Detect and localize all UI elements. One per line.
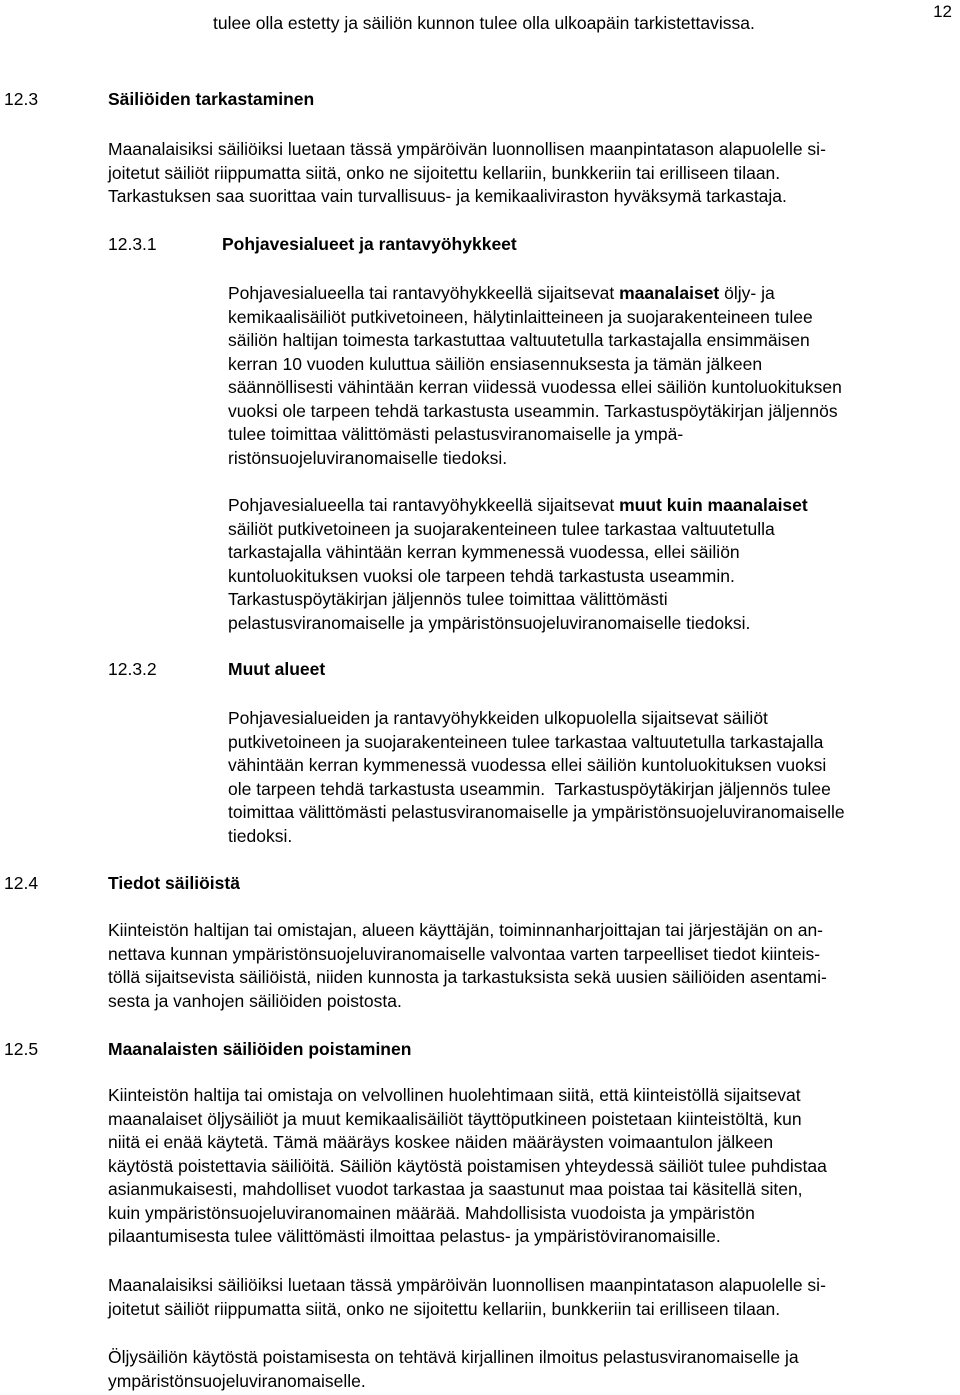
section-title: Säiliöiden tarkastaminen xyxy=(108,89,315,109)
intro-line: tulee olla estetty ja säiliön kunnon tulee olla ulkoapäin tarkistettavissa. xyxy=(213,13,755,33)
section-title: Tiedot säiliöistä xyxy=(108,873,240,893)
paragraph: Pohjavesialueella tai rantavyöhykkeellä sijaitsevat maanalaiset öljy- ja kemikaalisäiliöt putkivetoineen, hälytinlaitteineen ja suojarakenteineen tulee säiliön haltijan toimesta tarkastuttaa valtuutetulla tarkastajalla ensimmäisen kerran 10 vuoden kuluttua säiliön ensiasennuksesta ja tämän jälkeen säännöllisesti vähintään kerran viidessä vuodessa ellei säiliön kuntoluokituksen vuoksi ole tarpeen tehdä tarkastusta useammin. Tarkastuspöytäkirjan jäljennös tulee toimittaa välittömästi pelastusviranomaiselle ja ympä- ristönsuojeluviranomaiselle tiedoksi. xyxy=(228,283,842,468)
section-number: 12.3 xyxy=(4,89,39,109)
paragraph: Pohjavesialueiden ja rantavyöhykkeiden ulkopuolella sijaitsevat säiliöt putkivetoineen ja suojarakenteineen tulee tarkastaa valtuutetulla tarkastajalla vähintään kerran kymmenessä vuodessa ellei säiliön kuntoluokituksen vuoksi ole tarpeen tehdä tarkastusta useammin. Tarkastuspöytäkirjan jäljennös tulee toimittaa välittömästi pelastusviranomaiselle ja ympäristönsuojeluviranomaiselle tiedoksi. xyxy=(228,708,845,846)
section-title: Maanalaisten säiliöiden poistaminen xyxy=(108,1039,412,1059)
bold-term: muut kuin maanalaiset xyxy=(619,495,808,515)
subsection-title: Muut alueet xyxy=(228,659,326,679)
subsection-number: 12.3.1 xyxy=(108,234,157,254)
page-number: 12 xyxy=(933,2,952,21)
paragraph: Kiinteistön haltijan tai omistajan, alueen käyttäjän, toiminnanharjoittajan tai järjestäjän on an- nettava kunnan ympäristönsuojeluviranomaiselle valvontaa varten tarpeelliset tiedot kiinteis- töllä sijaitsevista säiliöistä, niiden kunnosta ja tarkastuksista sekä uusien säiliöiden asentami- sesta ja vanhojen säiliöiden poistosta. xyxy=(108,920,827,1011)
paragraph: Kiinteistön haltija tai omistaja on velvollinen huolehtimaan siitä, että kiinteistöllä sijaitsevat maanalaiset öljysäiliöt ja muut kemikaalisäiliöt täyttöputkineen poistetaan kiinteistöltä, kun niitä ei enää käytetä. Tämä määräys koskee näiden määräysten voimaantulon jälkeen käytöstä poistettavia säiliöitä. Säiliön käytöstä poistamisen yhteydessä säiliöt tulee puhdistaa asianmukaisesti, mahdolliset vuodot tarkastaa ja saastunut maa poistaa tai käsitellä siten, kuin ympäristönsuojeluviranomainen määrää. Mahdollisista vuodoista ja ympäristön pilaantumisesta tulee välittömästi ilmoittaa pelastus- ja ympäristöviranomaisille. xyxy=(108,1085,827,1246)
paragraph: Maanalaisiksi säiliöiksi luetaan tässä ympäröivän luonnollisen maanpintatason alapuolelle si- joitetut säiliöt riippumatta siitä, onko ne sijoitettu kellariin, bunkkeriin tai erilliseen tilaan. xyxy=(108,1275,826,1319)
subsection-number: 12.3.2 xyxy=(108,659,157,679)
paragraph: Maanalaisiksi säiliöiksi luetaan tässä ympäröivän luonnollisen maanpintatason alapuolelle si- joitetut säiliöt riippumatta siitä, onko ne sijoitettu kellariin, bunkkeriin tai erilliseen tilaan. Tarkastuksen saa suorittaa vain turvallisuus- ja kemikaaliviraston hyväksymä tarkastaja. xyxy=(108,139,826,206)
paragraph: Öljysäiliön käytöstä poistamisesta on tehtävä kirjallinen ilmoitus pelastusviranomaiselle ja ympäristönsuojeluviranomaiselle. xyxy=(108,1347,799,1391)
subsection-title: Pohjavesialueet ja rantavyöhykkeet xyxy=(222,234,517,254)
section-number: 12.4 xyxy=(4,873,39,893)
bold-term: maanalaiset xyxy=(619,283,720,303)
paragraph: Pohjavesialueella tai rantavyöhykkeellä sijaitsevat muut kuin maanalaiset säiliöt putkivetoineen ja suojarakenteineen tulee tarkastaa valtuutetulla tarkastajalla vähintään kerran kymmenessä vuodessa, ellei säiliön kuntoluokituksen vuoksi ole tarpeen tehdä tarkastusta useammin. Tarkastuspöytäkirjan jäljennös tulee toimittaa välittömästi pelastusviranomaiselle ja ympäristönsuojeluviranomaiselle tiedoksi. xyxy=(228,495,808,633)
section-number: 12.5 xyxy=(4,1039,39,1059)
